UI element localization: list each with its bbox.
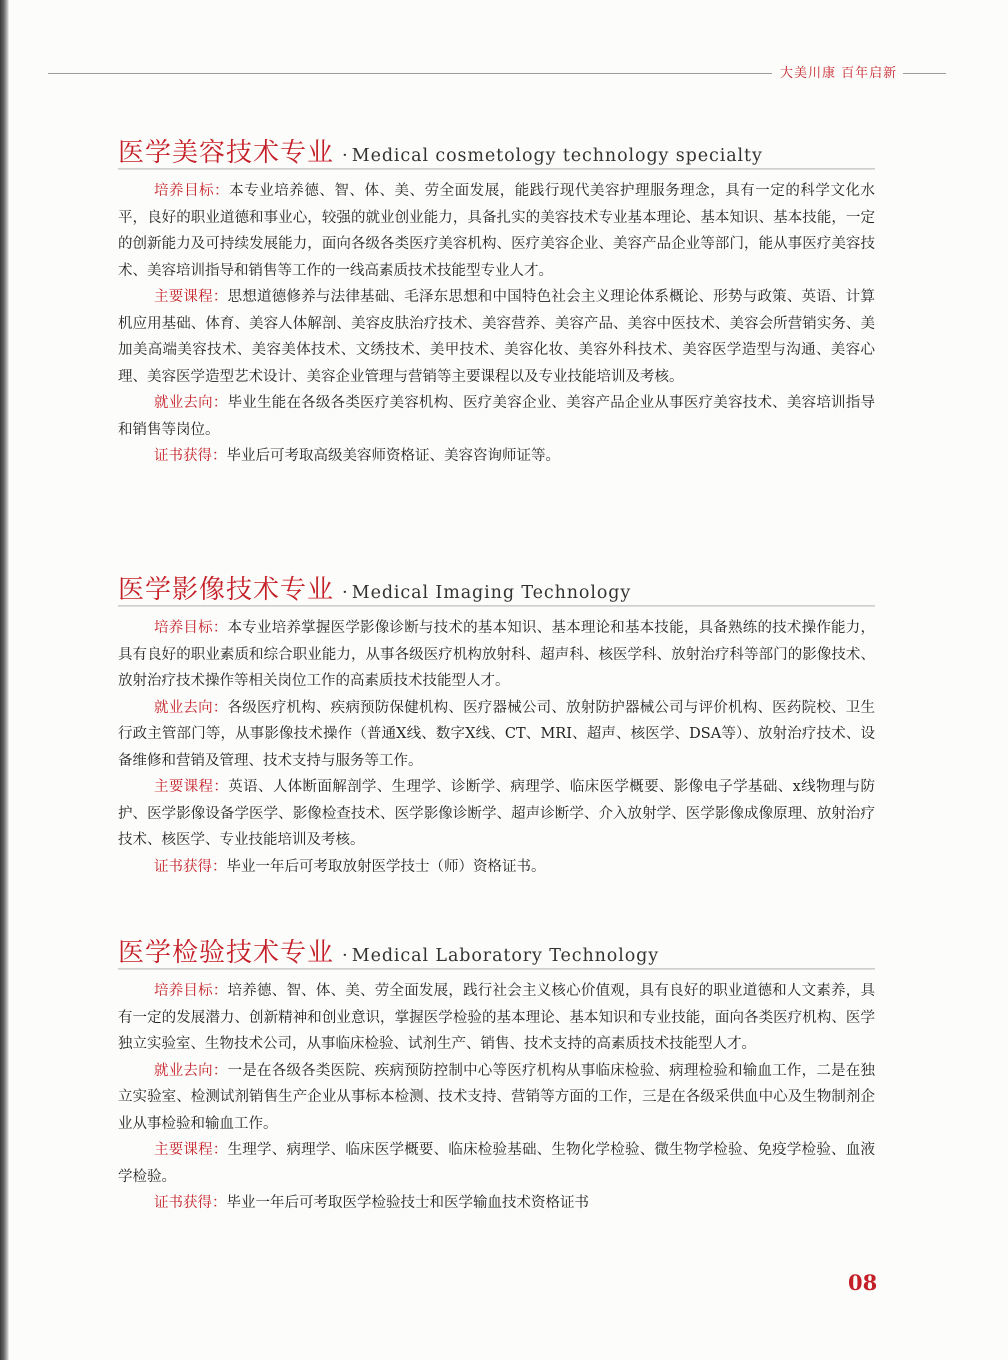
paragraph-text: 毕业一年后可考取放射医学技士（师）资格证书。 [226, 858, 546, 875]
paragraph-text: 一是在各级各类医院、疾病预防控制中心等医疗机构从事临床检验、病理检验和输血工作，二是在独立实验室、检测试剂销售生产企业从事标本检测、技术支持、营销等方面的工作，三是在各级采供血中心及生物制剂企业从事检验和输血工作。 [118, 1062, 875, 1132]
paragraph-employment [118, 695, 875, 775]
page-number: 08 [848, 1270, 878, 1295]
paragraph-text: 思想道德修养与法律基础、毛泽东思想和中国特色社会主义理论体系概论、形势与政策、英语、计算机应用基础、体育、美容人体解剖、美容皮肤治疗技术、美容营养、美容产品、美容中医技术、美容会所营销实务、美加美高端美容技术、美容美体技术、文绣技术、美甲技术、美容化妆、美容外科技术、美容医学造型与沟通、美容心理、美容医学造型艺术设计、美容企业管理与营销等主要课程以及专业技能培训及考核。 [118, 289, 875, 385]
paragraph-text: 英语、人体断面解剖学、生理学、诊断学、病理学、临床医学概要、影像电子学基础、x线物理与防护、医学影像设备学医学、影像检查技术、医学影像诊断学、超声诊断学、介入放射学、医学影像成像原理、放射治疗技术、核医学、专业技能培训及考核。 [118, 779, 876, 848]
paragraph-main-courses [118, 774, 875, 854]
paragraph-label: 主要课程： [154, 289, 228, 305]
paragraph-main-courses [118, 1137, 875, 1190]
running-header [48, 62, 946, 86]
paragraph-text: 毕业后可考取高级美容师资格证、美容咨询师证等。 [226, 448, 560, 464]
paragraph-training-goal [118, 178, 875, 284]
paragraph-label: 就业去向： [154, 699, 228, 716]
section-medical-cosmetology [118, 132, 875, 470]
paragraph-label: 证书获得： [154, 448, 227, 464]
paragraph-label: 就业去向： [154, 1062, 228, 1079]
paragraph-text: 本专业培养掌握医学影像诊断与技术的基本知识、基本理论和基本技能，具备熟练的技术操作能力，具有良好的职业素质和综合职业能力，从事各级医疗机构放射科、超声科、核医学科、放射治疗科等部门的影像技术、放射治疗技术操作等相关岗位工作的高素质技术技能型人才。 [118, 620, 875, 689]
section-title-en: Medical Imaging Technology [351, 583, 632, 603]
section-medical-imaging [118, 569, 875, 880]
paragraph-label: 证书获得： [154, 858, 227, 875]
paragraph-certificates [118, 1190, 875, 1217]
section-title-en: Medical cosmetology technology specialty [351, 146, 763, 166]
section-medical-laboratory [118, 932, 875, 1217]
title-separator: · [342, 945, 348, 966]
title-underline [118, 168, 875, 170]
paragraph-label: 培养目标： [154, 983, 228, 999]
paragraph-label: 培养目标： [154, 183, 230, 199]
title-underline [118, 968, 875, 970]
paragraph-employment [118, 390, 875, 443]
paragraph-text: 各级医疗机构、疾病预防保健机构、医疗器械公司、放射防护器械公司与评价机构、医药院校、卫生行政主管部门等，从事影像技术操作（普通X线、数字X线、CT、MRI、超声、核医学、DSA等）、放射治疗技术、设备维修和营销及管理、技术支持与服务等工作。 [118, 699, 875, 769]
paragraph-label: 主要课程： [154, 1142, 228, 1158]
paragraph-label: 主要课程： [154, 779, 229, 795]
section-title-cn: 医学检验技术专业 [118, 938, 335, 968]
title-underline [118, 605, 875, 607]
paragraph-employment [118, 1058, 875, 1138]
paragraph-text: 本专业培养德、智、体、美、劳全面发展，能践行现代美容护理服务理念，具有一定的科学文化水平，良好的职业道德和事业心，较强的就业创业能力，具备扎实的美容技术专业基本理论、基本知识、基本技能，一定的创新能力及可持续发展能力，面向各级各类医疗美容机构、医疗美容企业、美容产品企业等部门，能从事医疗美容技术、美容培训指导和销售等工作的一线高素质技术技能型专业人才。 [118, 183, 876, 279]
section-title-cn: 医学影像技术专业 [118, 575, 335, 605]
section-title [118, 932, 875, 968]
section-title-cn: 医学美容技术专业 [118, 138, 335, 168]
paragraph-text: 毕业一年后可考取医学检验技士和医学输血技术资格证书 [226, 1195, 589, 1211]
title-separator: · [342, 145, 348, 166]
paragraph-text: 生理学、病理学、临床医学概要、临床检验基础、生物化学检验、微生物学检验、免疫学检验、血液学检验。 [118, 1142, 875, 1185]
paragraph-training-goal [118, 978, 875, 1058]
paragraph-certificates [118, 443, 875, 470]
paragraph-certificates [118, 854, 875, 881]
header-rule-right [903, 73, 946, 74]
section-title [118, 569, 875, 605]
book-binding-edge [0, 0, 9, 1360]
paragraph-main-courses [118, 284, 875, 390]
section-title [118, 132, 875, 168]
paragraph-training-goal [118, 615, 875, 695]
paragraph-text: 毕业生能在各级各类医疗美容机构、医疗美容企业、美容产品企业从事医疗美容技术、美容培训指导和销售等岗位。 [118, 395, 875, 438]
paragraph-text: 培养德、智、体、美、劳全面发展，践行社会主义核心价值观，具有良好的职业道德和人文素养，具有一定的发展潜力、创新精神和创业意识，掌握医学检验的基本理论、基本知识和专业技能，面向各类医疗机构、医学独立实验室、生物技术公司，从事临床检验、试剂生产、销售、技术支持的高素质技术技能型人才。 [118, 983, 875, 1052]
title-separator: · [342, 582, 348, 603]
paragraph-label: 培养目标： [154, 620, 228, 636]
header-rule-left [48, 73, 772, 74]
paragraph-label: 就业去向： [154, 395, 228, 411]
section-title-en: Medical Laboratory Technology [351, 946, 660, 966]
paragraph-label: 证书获得： [154, 1195, 227, 1211]
header-tagline: 大美川康 百年启新 [780, 66, 898, 81]
